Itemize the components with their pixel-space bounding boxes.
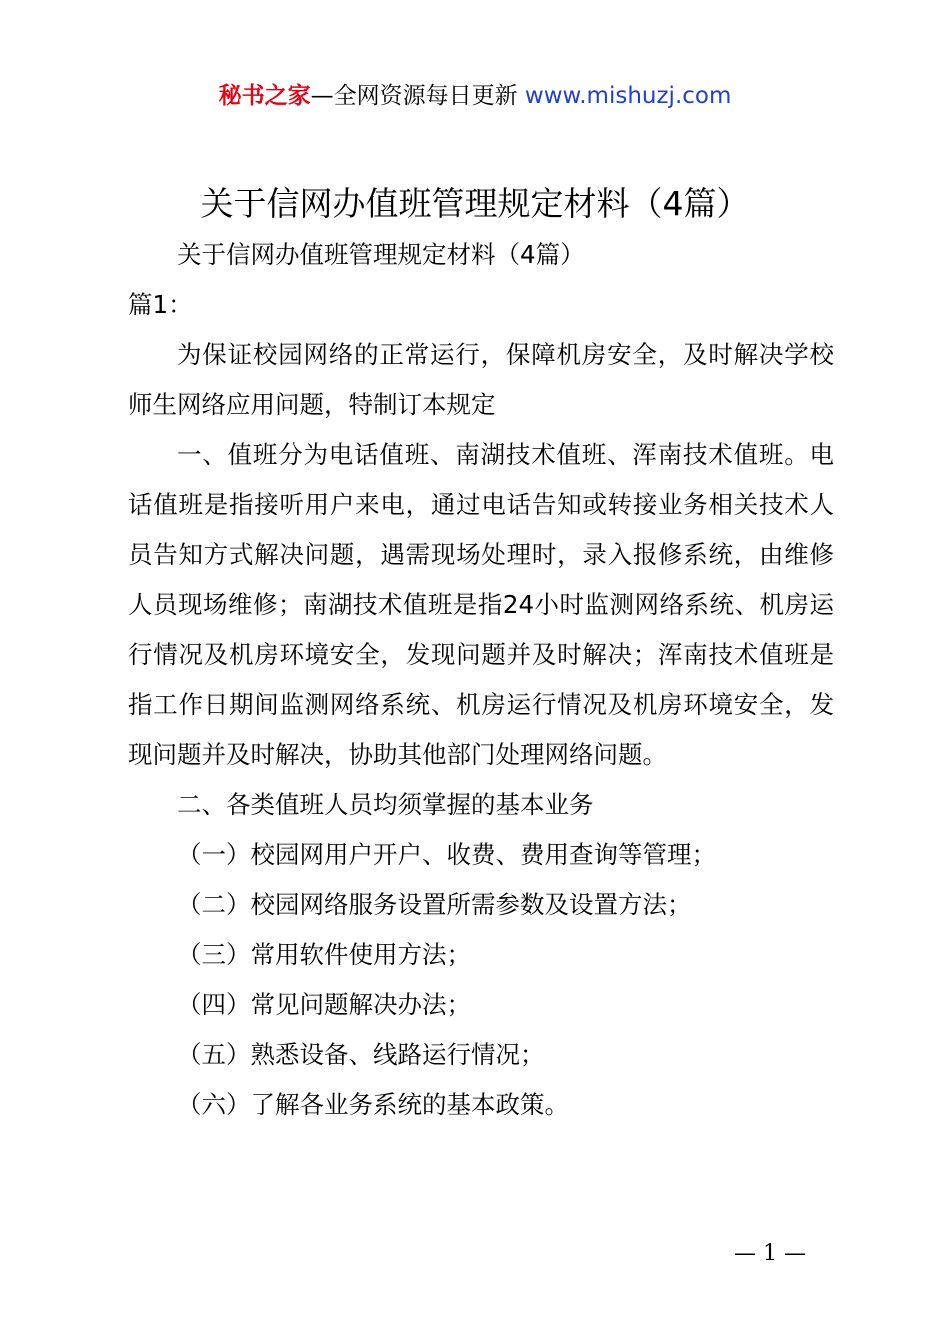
paragraph-duty-types: 一、值班分为电话值班、南湖技术值班、浑南技术值班。电话值班是指接听用户来电，通过电话告知或转接业务相关技术人员告知方式解决问题，遇需现场处理时，录入报修系统，由维修人员现场维修；南湖技术值班是指24小时监测网络系统、机房运行情况及机房环境安全，发现问题并及时解决；浑南技术值班是指工作日期间监测网络系统、机房运行情况及机房环境安全，发现问题并及时解决，协助其他部门处理网络问题。 (128, 440, 834, 769)
list-item-1: （一）校园网用户开户、收费、费用查询等管理； (177, 840, 716, 869)
list-item-2: （二）校园网络服务设置所需参数及设置方法； (177, 890, 692, 919)
document-body (128, 230, 834, 1130)
header-tagline: —全网资源每日更新 (310, 83, 525, 109)
list-item-3: （三）常用软件使用方法； (177, 940, 471, 969)
page-number: — 1 — (734, 1241, 806, 1266)
document-subtitle: 关于信网办值班管理规定材料（4篇） (177, 240, 585, 269)
paragraph-basic-business: 二、各类值班人员均须掌握的基本业务 (177, 790, 594, 819)
site-url-link[interactable]: www.mishuzj.com (524, 83, 732, 109)
list-item-5: （五）熟悉设备、线路运行情况； (177, 1040, 545, 1069)
brand-name: 秘书之家 (218, 83, 311, 109)
section-label: 篇1： (128, 290, 193, 319)
paragraph-intro: 为保证校园网络的正常运行，保障机房安全，及时解决学校师生网络应用问题，特制订本规定 (128, 340, 834, 419)
document-title: 关于信网办值班管理规定材料（4篇） (200, 184, 750, 223)
site-header (0, 80, 950, 112)
list-item-4: （四）常见问题解决办法； (177, 990, 471, 1019)
list-item-6: （六）了解各业务系统的基本政策。 (177, 1090, 569, 1119)
